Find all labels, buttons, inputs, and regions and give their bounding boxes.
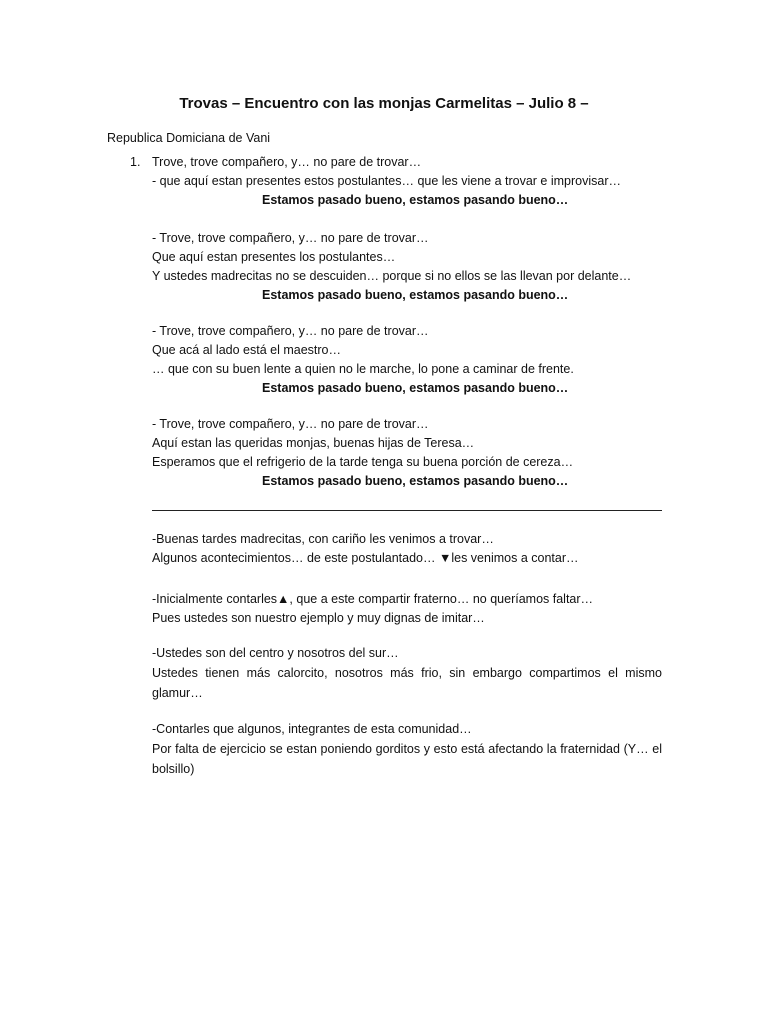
paragraph-line: Algunos acontecimientos… de este postulantado… ▼les venimos a contar…	[152, 551, 579, 565]
paragraph-text: Por falta de ejercicio se estan poniendo gorditos y esto está afectando la fraternidad (Y… el bolsillo)	[152, 742, 662, 776]
list-number: 1.	[130, 155, 141, 169]
stanza-line: … que con su buen lente a quien no le marche, lo pone a caminar de frente.	[152, 362, 574, 376]
paragraph-1	[152, 530, 662, 568]
refrain: Estamos pasado bueno, estamos pasando bueno…	[262, 381, 569, 395]
refrain: Estamos pasado bueno, estamos pasando bueno…	[262, 193, 569, 207]
stanza-1	[130, 153, 662, 210]
paragraph-3	[152, 644, 662, 703]
paragraph-2	[152, 590, 662, 628]
stanza-line: Que acá al lado está el maestro…	[152, 343, 341, 357]
stanza-line: Trove, trove compañero, y… no pare de trovar…	[152, 155, 422, 169]
paragraph-text: Ustedes tienen más calorcito, nosotros más frio, sin embargo compartimos el mismo glamur…	[152, 666, 662, 700]
paragraph-line: -Ustedes son del centro y nosotros del sur…	[152, 646, 399, 660]
stanza-line: - Trove, trove compañero, y… no pare de trovar…	[152, 417, 429, 431]
refrain: Estamos pasado bueno, estamos pasando bueno…	[262, 474, 569, 488]
stanza-line: - Trove, trove compañero, y… no pare de trovar…	[152, 231, 429, 245]
page-title: Trovas – Encuentro con las monjas Carmelitas – Julio 8 –	[179, 95, 589, 112]
stanza-line: - que aquí estan presentes estos postulantes… que les viene a trovar e improvisar…	[152, 174, 622, 188]
paragraph-line: -Buenas tardes madrecitas, con cariño les venimos a trovar…	[152, 532, 494, 546]
stanza-line: Esperamos que el refrigerio de la tarde tenga su buena porción de cereza…	[152, 455, 574, 469]
stanza-4	[152, 415, 662, 491]
paragraph-line: -Contarles que algunos, integrantes de esta comunidad…	[152, 722, 472, 736]
paragraph-line: Pues ustedes son nuestro ejemplo y muy dignas de imitar…	[152, 611, 485, 625]
paragraph-4	[152, 720, 662, 779]
stanza-line: Aquí estan las queridas monjas, buenas hijas de Teresa…	[152, 436, 475, 450]
paragraph-line: -Inicialmente contarles▲, que a este compartir fraterno… no queríamos faltar…	[152, 592, 594, 606]
stanza-line: - Trove, trove compañero, y… no pare de trovar…	[152, 324, 429, 338]
subtitle: Republica Domiciana de Vani	[107, 131, 271, 145]
stanza-2	[152, 229, 662, 305]
stanza-3	[152, 322, 662, 398]
stanza-line: Que aquí estan presentes los postulantes…	[152, 250, 396, 264]
stanza-line: Y ustedes madrecitas no se descuiden… porque si no ellos se las llevan por delante…	[152, 269, 632, 283]
refrain: Estamos pasado bueno, estamos pasando bueno…	[262, 288, 569, 302]
horizontal-divider	[152, 510, 662, 511]
